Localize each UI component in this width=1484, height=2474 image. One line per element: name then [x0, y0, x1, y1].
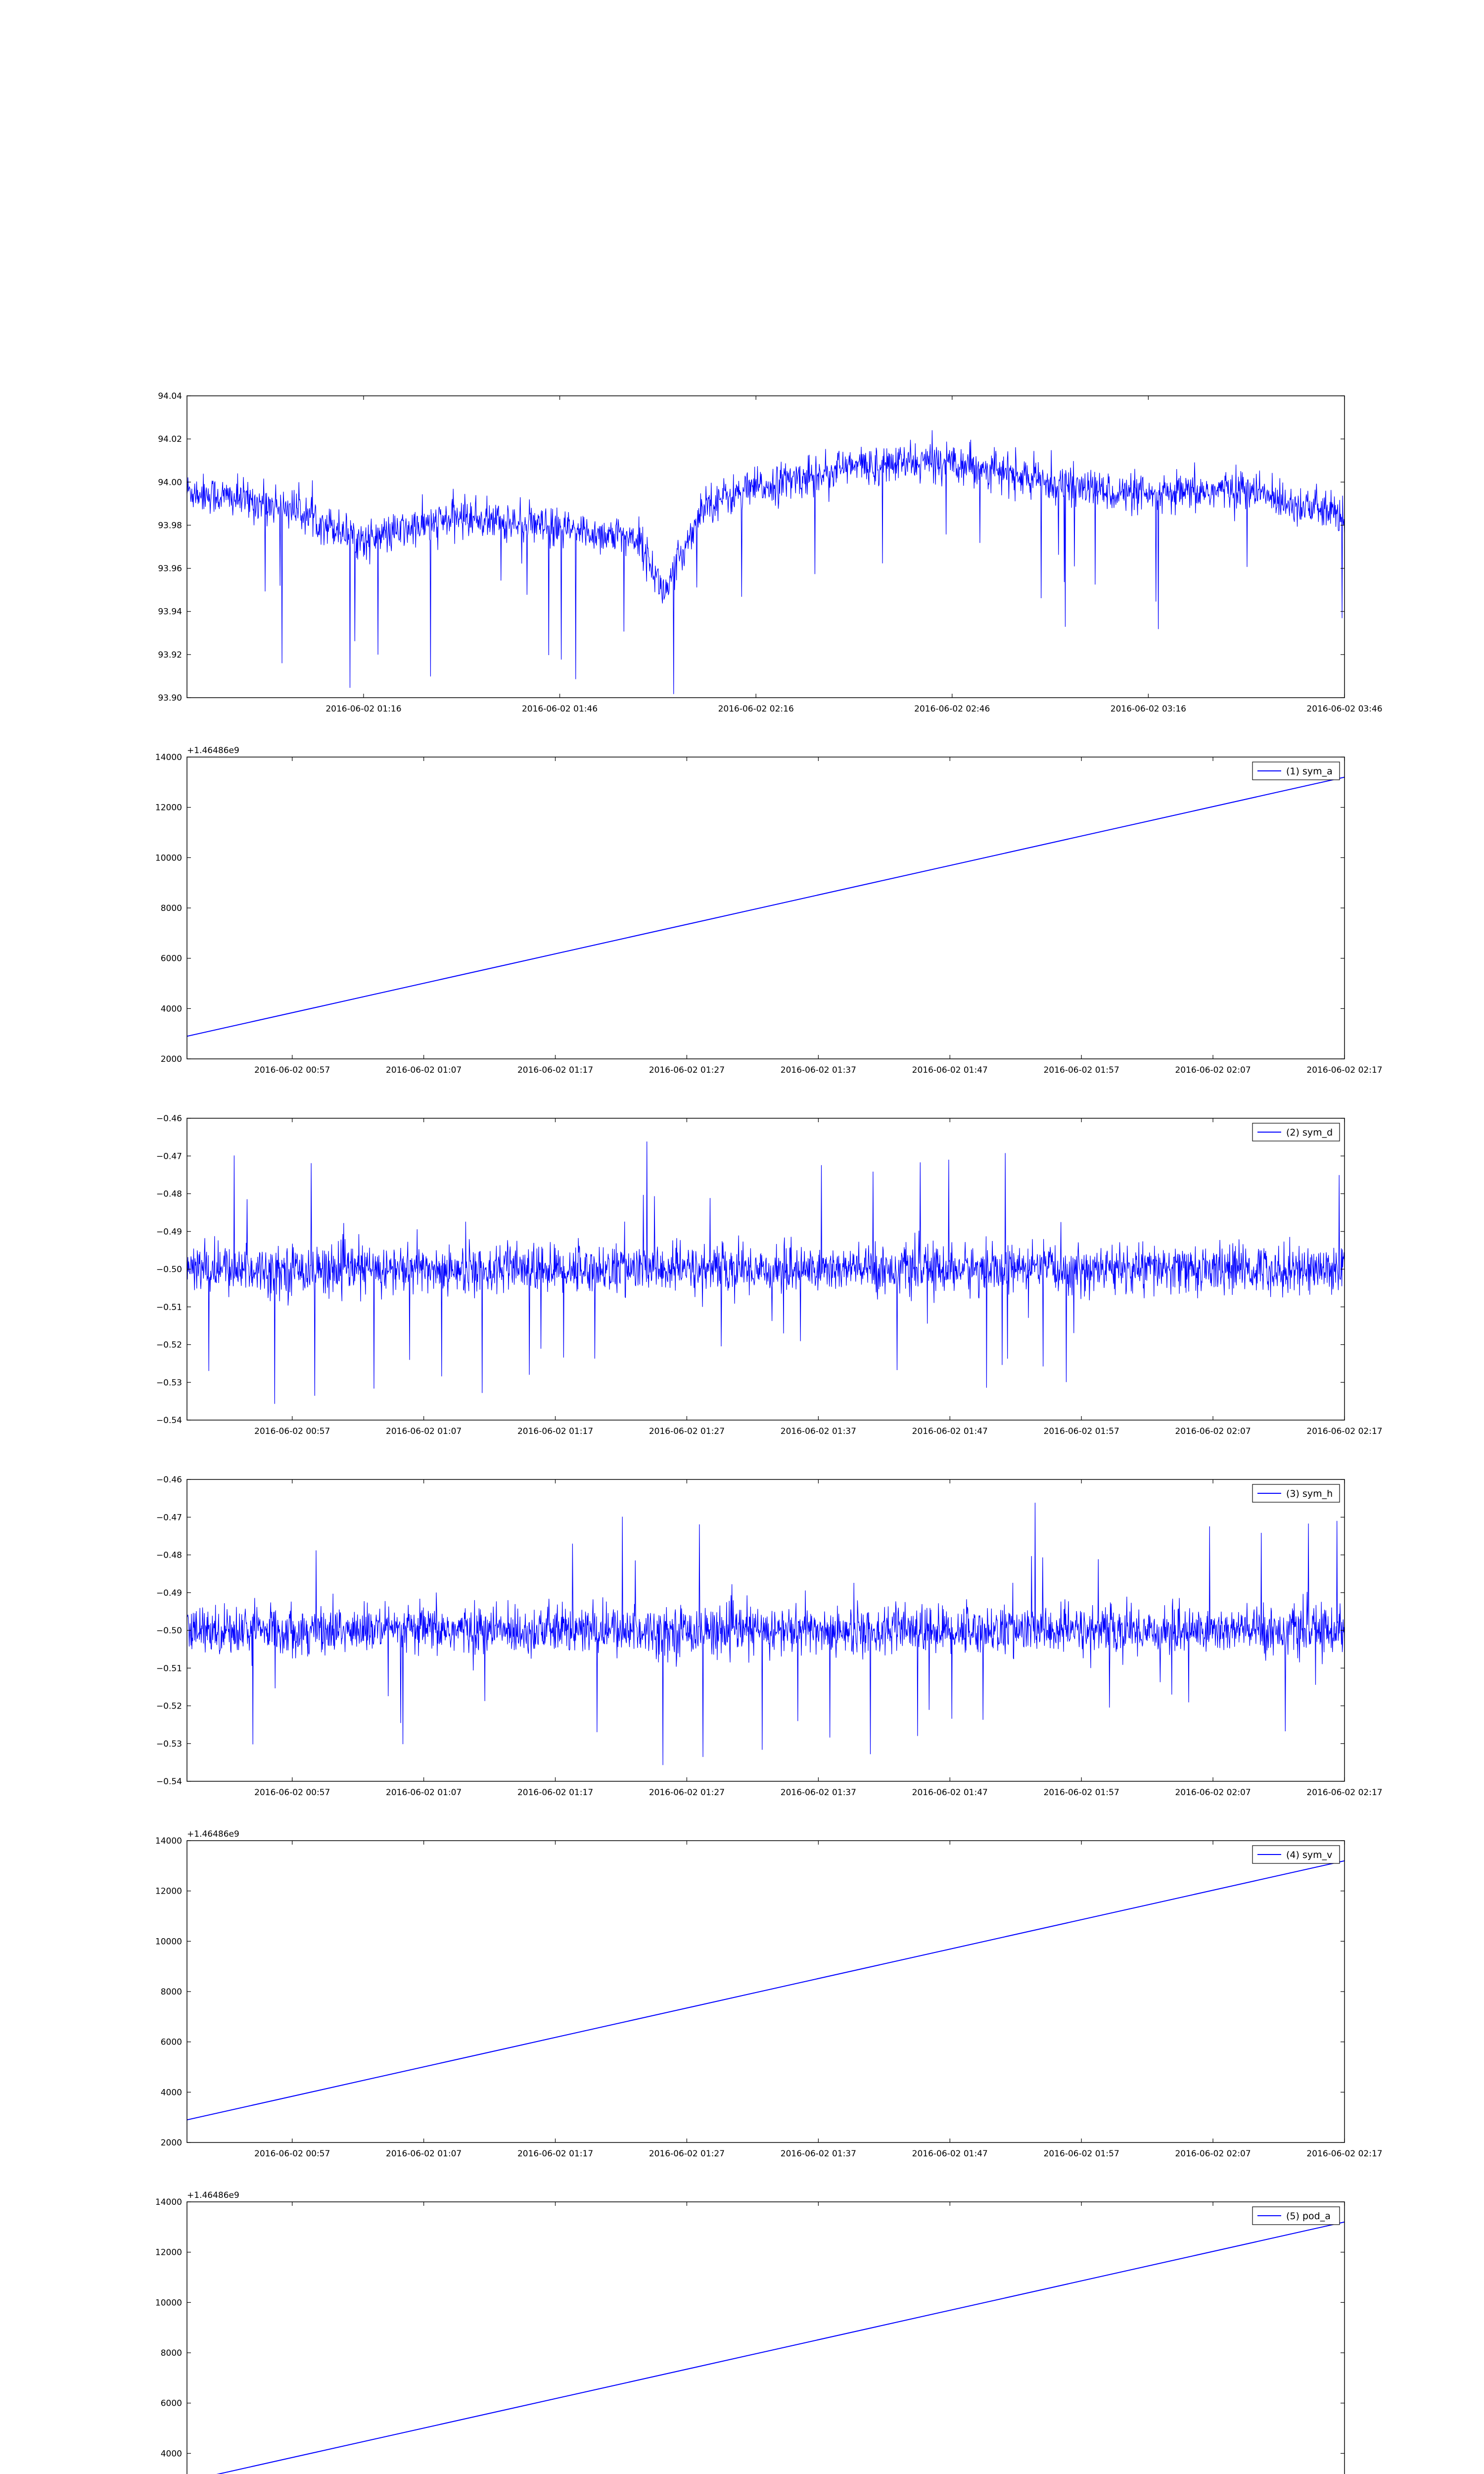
legend-label: (5) pod_a — [1286, 2211, 1331, 2222]
series-line — [187, 2222, 1345, 2474]
series-line — [187, 1861, 1345, 2120]
x-tick-label: 2016-06-02 01:17 — [517, 1065, 594, 1075]
y-tick-label: 14000 — [155, 753, 182, 762]
x-tick-label: 2016-06-02 01:57 — [1043, 2149, 1119, 2159]
series-line — [187, 777, 1345, 1037]
y-tick-label: 93.98 — [158, 521, 182, 531]
x-tick-label: 2016-06-02 01:57 — [1043, 1065, 1119, 1075]
legend — [1252, 1846, 1340, 1863]
x-tick-label: 2016-06-02 02:17 — [1306, 1788, 1383, 1798]
series-line — [187, 430, 1345, 694]
y-tick-label: 8000 — [160, 2348, 182, 2358]
x-tick-label: 2016-06-02 01:47 — [912, 1788, 988, 1798]
legend-label: (4) sym_v — [1286, 1850, 1333, 1860]
y-tick-label: −0.50 — [156, 1265, 182, 1275]
legend-label: (2) sym_d — [1286, 1127, 1333, 1138]
y-tick-label: 93.94 — [158, 607, 182, 617]
y-tick-label: 93.90 — [158, 693, 182, 703]
x-tick-label: 2016-06-02 01:17 — [517, 1788, 594, 1798]
y-tick-label: −0.52 — [156, 1701, 182, 1712]
x-tick-label: 2016-06-02 01:37 — [780, 1065, 856, 1075]
x-tick-label: 2016-06-02 01:57 — [1043, 1427, 1119, 1436]
x-tick-label: 2016-06-02 02:07 — [1175, 2149, 1251, 2159]
axis-offset-label: +1.46486e9 — [187, 2190, 239, 2200]
legend — [1252, 2207, 1340, 2225]
y-tick-label: 12000 — [155, 1886, 182, 1897]
series-group — [187, 1503, 1345, 1765]
y-tick-label: −0.47 — [156, 1513, 182, 1523]
x-tick-label: 2016-06-02 01:07 — [386, 1788, 462, 1798]
x-tick-label: 2016-06-02 01:27 — [649, 1065, 725, 1075]
subplot-6 — [155, 2190, 1383, 2474]
x-tick-label: 2016-06-02 03:46 — [1306, 704, 1383, 714]
subplot-4 — [156, 1475, 1383, 1798]
x-tick-label: 2016-06-02 02:07 — [1175, 1788, 1251, 1798]
y-tick-label: 14000 — [155, 2197, 182, 2207]
y-tick-label: −0.46 — [156, 1475, 182, 1485]
x-tick-label: 2016-06-02 00:57 — [254, 1788, 330, 1798]
x-tick-label: 2016-06-02 01:46 — [521, 704, 598, 714]
y-tick-label: 4000 — [160, 2449, 182, 2459]
y-tick-label: 6000 — [160, 2037, 182, 2047]
x-tick-label: 2016-06-02 01:37 — [780, 2149, 856, 2159]
y-tick-label: 4000 — [160, 1004, 182, 1014]
y-tick-label: 4000 — [160, 2088, 182, 2098]
y-tick-label: 10000 — [155, 1937, 182, 1947]
legend-label: (3) sym_h — [1286, 1488, 1333, 1499]
x-tick-label: 2016-06-02 00:57 — [254, 1427, 330, 1436]
y-tick-label: −0.53 — [156, 1739, 182, 1749]
x-tick-label: 2016-06-02 02:17 — [1306, 1427, 1383, 1436]
x-tick-label: 2016-06-02 00:57 — [254, 1065, 330, 1075]
y-tick-label: 10000 — [155, 853, 182, 863]
x-tick-label: 2016-06-02 01:27 — [649, 2149, 725, 2159]
y-tick-label: 12000 — [155, 2247, 182, 2258]
x-tick-label: 2016-06-02 01:47 — [912, 1427, 988, 1436]
y-tick-label: −0.54 — [156, 1416, 182, 1426]
axes-frame — [187, 1841, 1345, 2142]
legend — [1252, 1484, 1340, 1502]
y-tick-label: −0.51 — [156, 1664, 182, 1674]
axis-offset-label: +1.46486e9 — [187, 1829, 239, 1839]
y-tick-label: 14000 — [155, 1836, 182, 1846]
y-tick-label: −0.52 — [156, 1340, 182, 1350]
x-tick-label: 2016-06-02 01:17 — [517, 1427, 594, 1436]
y-tick-label: 8000 — [160, 904, 182, 913]
x-tick-label: 2016-06-02 03:16 — [1110, 704, 1186, 714]
series-line — [187, 1142, 1345, 1404]
legend — [1252, 762, 1340, 780]
axes-frame — [187, 757, 1345, 1059]
x-tick-label: 2016-06-02 01:27 — [649, 1427, 725, 1436]
y-tick-label: −0.49 — [156, 1588, 182, 1598]
series-group — [187, 777, 1345, 1037]
series-group — [187, 1142, 1345, 1404]
y-tick-label: 10000 — [155, 2298, 182, 2308]
y-tick-label: −0.49 — [156, 1227, 182, 1237]
x-tick-label: 2016-06-02 01:07 — [386, 1427, 462, 1436]
series-group — [187, 430, 1345, 694]
x-tick-label: 2016-06-02 02:07 — [1175, 1065, 1251, 1075]
axes-frame — [187, 1118, 1345, 1420]
y-tick-label: 93.96 — [158, 564, 182, 574]
y-tick-label: −0.51 — [156, 1302, 182, 1313]
x-tick-label: 2016-06-02 02:17 — [1306, 1065, 1383, 1075]
y-tick-label: −0.54 — [156, 1777, 182, 1787]
y-tick-label: 8000 — [160, 1987, 182, 1997]
y-tick-label: 94.02 — [158, 434, 182, 445]
y-tick-label: −0.46 — [156, 1114, 182, 1124]
subplot-5 — [155, 1829, 1383, 2159]
y-tick-label: 94.00 — [158, 477, 182, 488]
x-tick-label: 2016-06-02 00:57 — [254, 2149, 330, 2159]
subplot-2 — [155, 746, 1383, 1075]
x-tick-label: 2016-06-02 01:27 — [649, 1788, 725, 1798]
x-tick-label: 2016-06-02 01:47 — [912, 1065, 988, 1075]
y-tick-label: 12000 — [155, 803, 182, 813]
legend — [1252, 1123, 1340, 1141]
x-tick-label: 2016-06-02 01:37 — [780, 1788, 856, 1798]
x-tick-label: 2016-06-02 02:16 — [718, 704, 794, 714]
y-tick-label: 93.92 — [158, 650, 182, 660]
x-tick-label: 2016-06-02 02:46 — [914, 704, 990, 714]
subplot-3 — [156, 1114, 1383, 1436]
x-tick-label: 2016-06-02 01:07 — [386, 2149, 462, 2159]
axis-offset-label: +1.46486e9 — [187, 746, 239, 756]
x-tick-label: 2016-06-02 01:16 — [325, 704, 402, 714]
y-tick-label: −0.47 — [156, 1151, 182, 1162]
y-tick-label: 2000 — [160, 1054, 182, 1064]
x-tick-label: 2016-06-02 01:07 — [386, 1065, 462, 1075]
x-tick-label: 2016-06-02 01:37 — [780, 1427, 856, 1436]
y-tick-label: 6000 — [160, 2398, 182, 2409]
y-tick-label: 94.04 — [158, 391, 182, 401]
y-tick-label: −0.53 — [156, 1378, 182, 1388]
y-tick-label: −0.50 — [156, 1626, 182, 1636]
y-tick-label: 6000 — [160, 953, 182, 964]
y-tick-label: 2000 — [160, 2138, 182, 2148]
x-tick-label: 2016-06-02 01:17 — [517, 2149, 594, 2159]
series-group — [187, 2222, 1345, 2474]
series-group — [187, 1861, 1345, 2120]
subplot-1 — [158, 391, 1382, 714]
x-tick-label: 2016-06-02 01:57 — [1043, 1788, 1119, 1798]
legend-label: (1) sym_a — [1286, 766, 1333, 777]
y-tick-label: −0.48 — [156, 1550, 182, 1561]
axes-frame — [187, 2202, 1345, 2474]
x-tick-label: 2016-06-02 01:47 — [912, 2149, 988, 2159]
y-tick-label: −0.48 — [156, 1189, 182, 1199]
axes-frame — [187, 396, 1345, 698]
series-line — [187, 1503, 1345, 1765]
x-tick-label: 2016-06-02 02:07 — [1175, 1427, 1251, 1436]
x-tick-label: 2016-06-02 02:17 — [1306, 2149, 1383, 2159]
